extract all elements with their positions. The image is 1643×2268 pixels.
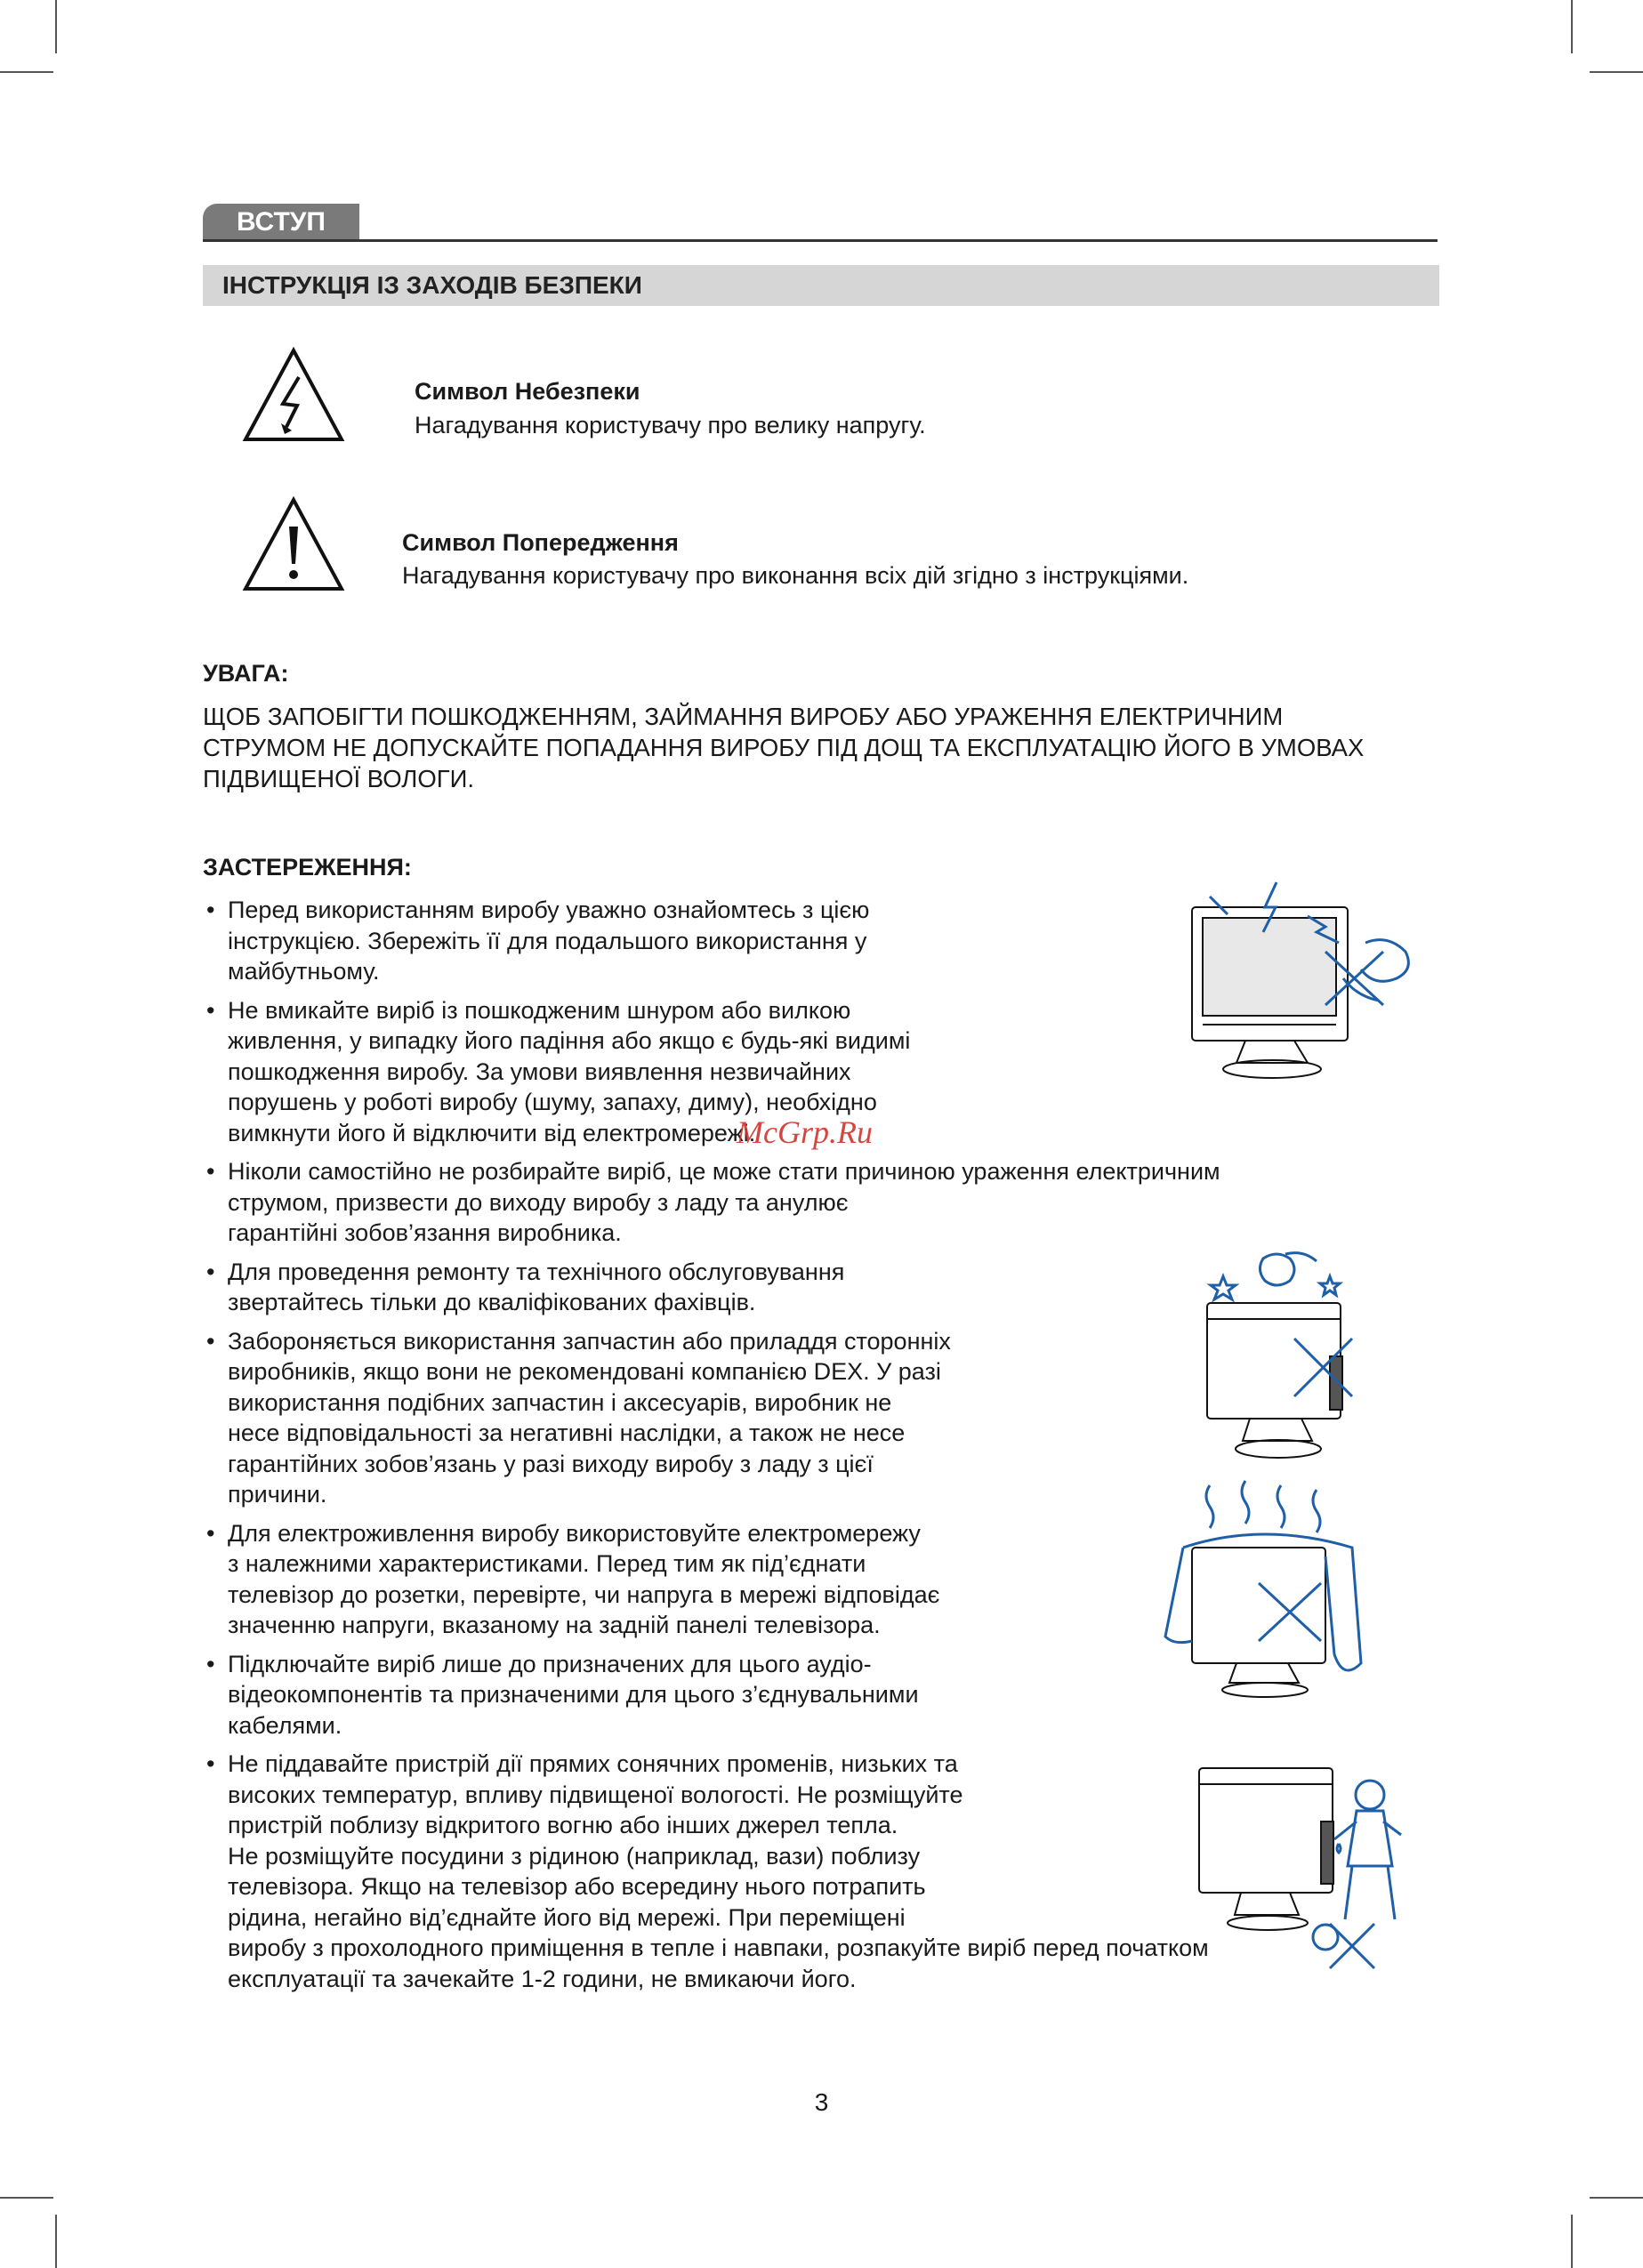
caution-item: • Для проведення ремонту та технічного обслуговування звертайтесь тільки до кваліфікованих фахівців. <box>203 1257 1448 1318</box>
tv-liquid-person-illustration <box>1192 1759 1414 1982</box>
caution-item: • Перед використанням виробу уважно ознайомтесь з цією інструкцією. Збережіть її для подальшого використання у майбутньому. <box>203 895 1448 987</box>
crop-mark <box>55 0 57 53</box>
crop-mark <box>0 2197 53 2199</box>
crop-mark <box>1571 2215 1573 2268</box>
caution-item: • Не вмикайте виріб із пошкодженим шнуром або вилкою живлення, у випадку його падіння або якщо є будь-які видимі пошкодження виробу. За умови виявлення незвичайних порушень у роботі виробу (шуму, запаху, диму), необхідно вимкнути його й відключити від електромережі. <box>203 995 1448 1149</box>
caution-item: • Для електроживлення виробу використовуйте електромережу з належними характеристиками. Перед тим як під’єднати телевізор до розетки, перевірте, чи напруга в мережі відповідає значенню напруги, вказаному на задній панелі телевізора. <box>203 1518 1448 1641</box>
crop-mark <box>1571 0 1573 53</box>
crop-mark <box>0 71 53 73</box>
tv-back-falling-object-illustration <box>1196 1250 1388 1463</box>
warning-title: УВАГА: <box>203 660 289 687</box>
caution-item: • Забороняється використання запчастин або приладдя сторонніх виробників, якщо вони не рекомендовані компанією DEX. У разі використання подібних запчастин і аксесуарів, виробник не несе відповідальності за негативні наслідки, а також не несе гарантійних зобов’язань у разі виходу виробу з ладу з цієї причини. <box>203 1326 1448 1510</box>
section-rule <box>203 239 1438 242</box>
lightning-triangle-icon <box>240 345 347 445</box>
exclamation-triangle-icon <box>240 495 347 594</box>
caution-item: • Не піддавайте пристрій дії прямих сонячних променів, низьких та високих температур, впливу підвищеної вологості. Не розміщуйте пристрій поблизу відкритого вогню або інших джерел тепла. Не розміщуйте посудини з рідиною (наприклад, вази) поблизу телевізора. Якщо на телевізор або всередину нього потрапить рідина, негайно від’єднайте його від мережі. При переміщені виробу з прохолодного приміщення в тепле і навпаки, розпакуйте виріб перед початком експлуатації та зачекайте 1-2 години, не вмикаючи його. <box>203 1749 1448 1994</box>
page-number: 3 <box>814 2088 829 2116</box>
section-heading: ІНСТРУКЦІЯ ІЗ ЗАХОДІВ БЕЗПЕКИ <box>203 265 1439 306</box>
crop-mark <box>1590 71 1643 73</box>
caution-item: • Ніколи самостійно не розбирайте виріб, це може стати причиною ураження електричним струмом, призвести до виходу виробу з ладу та анулює гарантійні зобов’язання виробника. <box>203 1156 1448 1249</box>
tv-covered-cloth-illustration <box>1156 1476 1388 1699</box>
caution-item: • Підключайте виріб лише до призначених для цього аудіо- відеокомпонентів та призначеними для цього з’єднувальними кабелями. <box>203 1649 1448 1741</box>
cautions-title: ЗАСТЕРЕЖЕННЯ: <box>203 854 412 881</box>
crop-mark <box>55 2215 57 2268</box>
caution-symbol-description: Нагадування користувачу про виконання всіх дій згідно з інструкціями. <box>402 562 1189 589</box>
danger-symbol-description: Нагадування користувачу про велику напругу. <box>415 412 926 438</box>
crop-mark <box>1590 2197 1643 2199</box>
danger-symbol-title: Символ Небезпеки <box>415 378 640 405</box>
caution-symbol-title: Символ Попередження <box>402 529 679 556</box>
tv-front-lightning-illustration <box>1183 881 1423 1085</box>
watermark: McGrp.Ru <box>737 1114 873 1150</box>
warning-text: ЩОБ ЗАПОБІГТИ ПОШКОДЖЕННЯМ, ЗАЙМАННЯ ВИРОБУ АБО УРАЖЕННЯ ЕЛЕКТРИЧНИМ СТРУМОМ НЕ ДОПУСКАЙТЕ ПОПАДАННЯ ВИРОБУ ПІД ДОЩ ТА ЕКСПЛУАТАЦІЮ ЙОГО В УМОВАХ ПІДВИЩЕНОЇ ВОЛОГИ. <box>203 703 1365 792</box>
section-tab: ВСТУП <box>203 204 359 241</box>
